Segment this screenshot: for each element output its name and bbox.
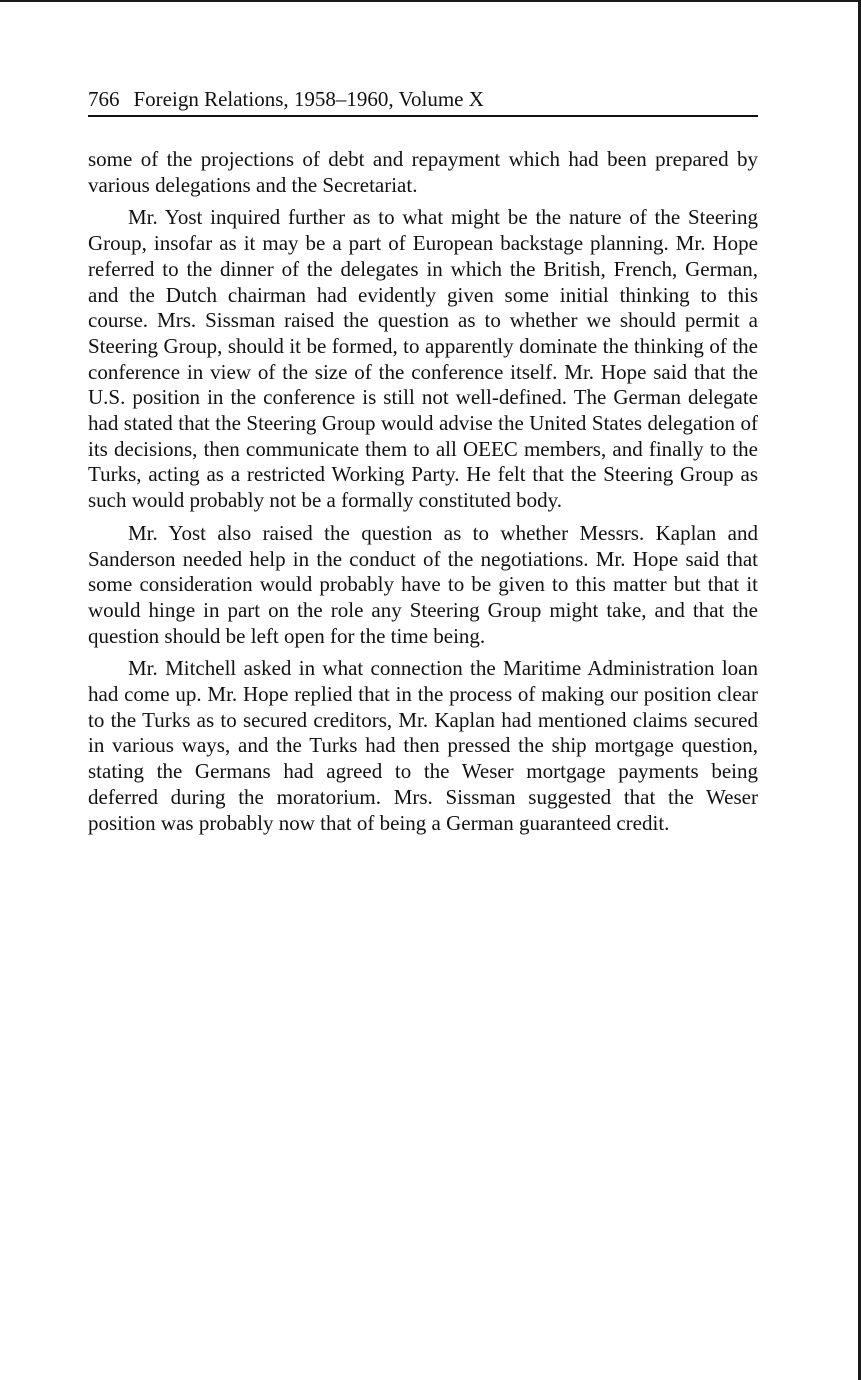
paragraph-maritime-loan: Mr. Mitchell asked in what connection the Maritime Administration loan had come up. Mr. Hope replied that in the process of making our position clear to the Turks as to secured creditors, Mr. Kaplan had mentioned claims secured in various ways, and the Turks had then pressed the ship mortgage question, stating the Germans had agreed to the Weser mortgage payments being deferred during the moratorium. Mrs. Sissman suggested that the Weser position was probably now that of being a German guaranteed credit.	[88, 656, 758, 835]
paragraph-continuation: some of the projections of debt and repayment which had been prepared by various delegations and the Secretariat.	[88, 147, 758, 197]
document-page	[88, 86, 758, 843]
running-header	[88, 86, 758, 112]
paragraph-steering-group: Mr. Yost inquired further as to what might be the nature of the Steering Group, insofar as it may be a part of European backstage planning. Mr. Hope referred to the dinner of the delegates in which the British, French, German, and the Dutch chairman had evidently given some initial thinking to this course. Mrs. Sissman raised the question as to whether we should permit a Steering Group, should it be formed, to apparently dominate the thinking of the conference in view of the size of the conference itself. Mr. Hope said that the U.S. position in the conference is still not well-defined. The German delegate had stated that the Steering Group would advise the United States delegation of its decisions, then communicate them to all OEEC members, and finally to the Turks, acting as a restricted Working Party. He felt that the Steering Group as such would probably not be a formally constituted body.	[88, 205, 758, 513]
paragraph-negotiation-help: Mr. Yost also raised the question as to whether Messrs. Kaplan and Sanderson needed help in the conduct of the negotiations. Mr. Hope said that some consideration would probably have to be given to this matter but that it would hinge in part on the role any Steering Group might take, and that the question should be left open for the time being.	[88, 520, 758, 648]
scan-border-top	[0, 0, 861, 2]
body-text	[88, 147, 758, 836]
page-number: 766	[88, 87, 120, 111]
publication-title: Foreign Relations, 1958–1960, Volume X	[133, 87, 484, 111]
header-rule	[88, 115, 758, 117]
